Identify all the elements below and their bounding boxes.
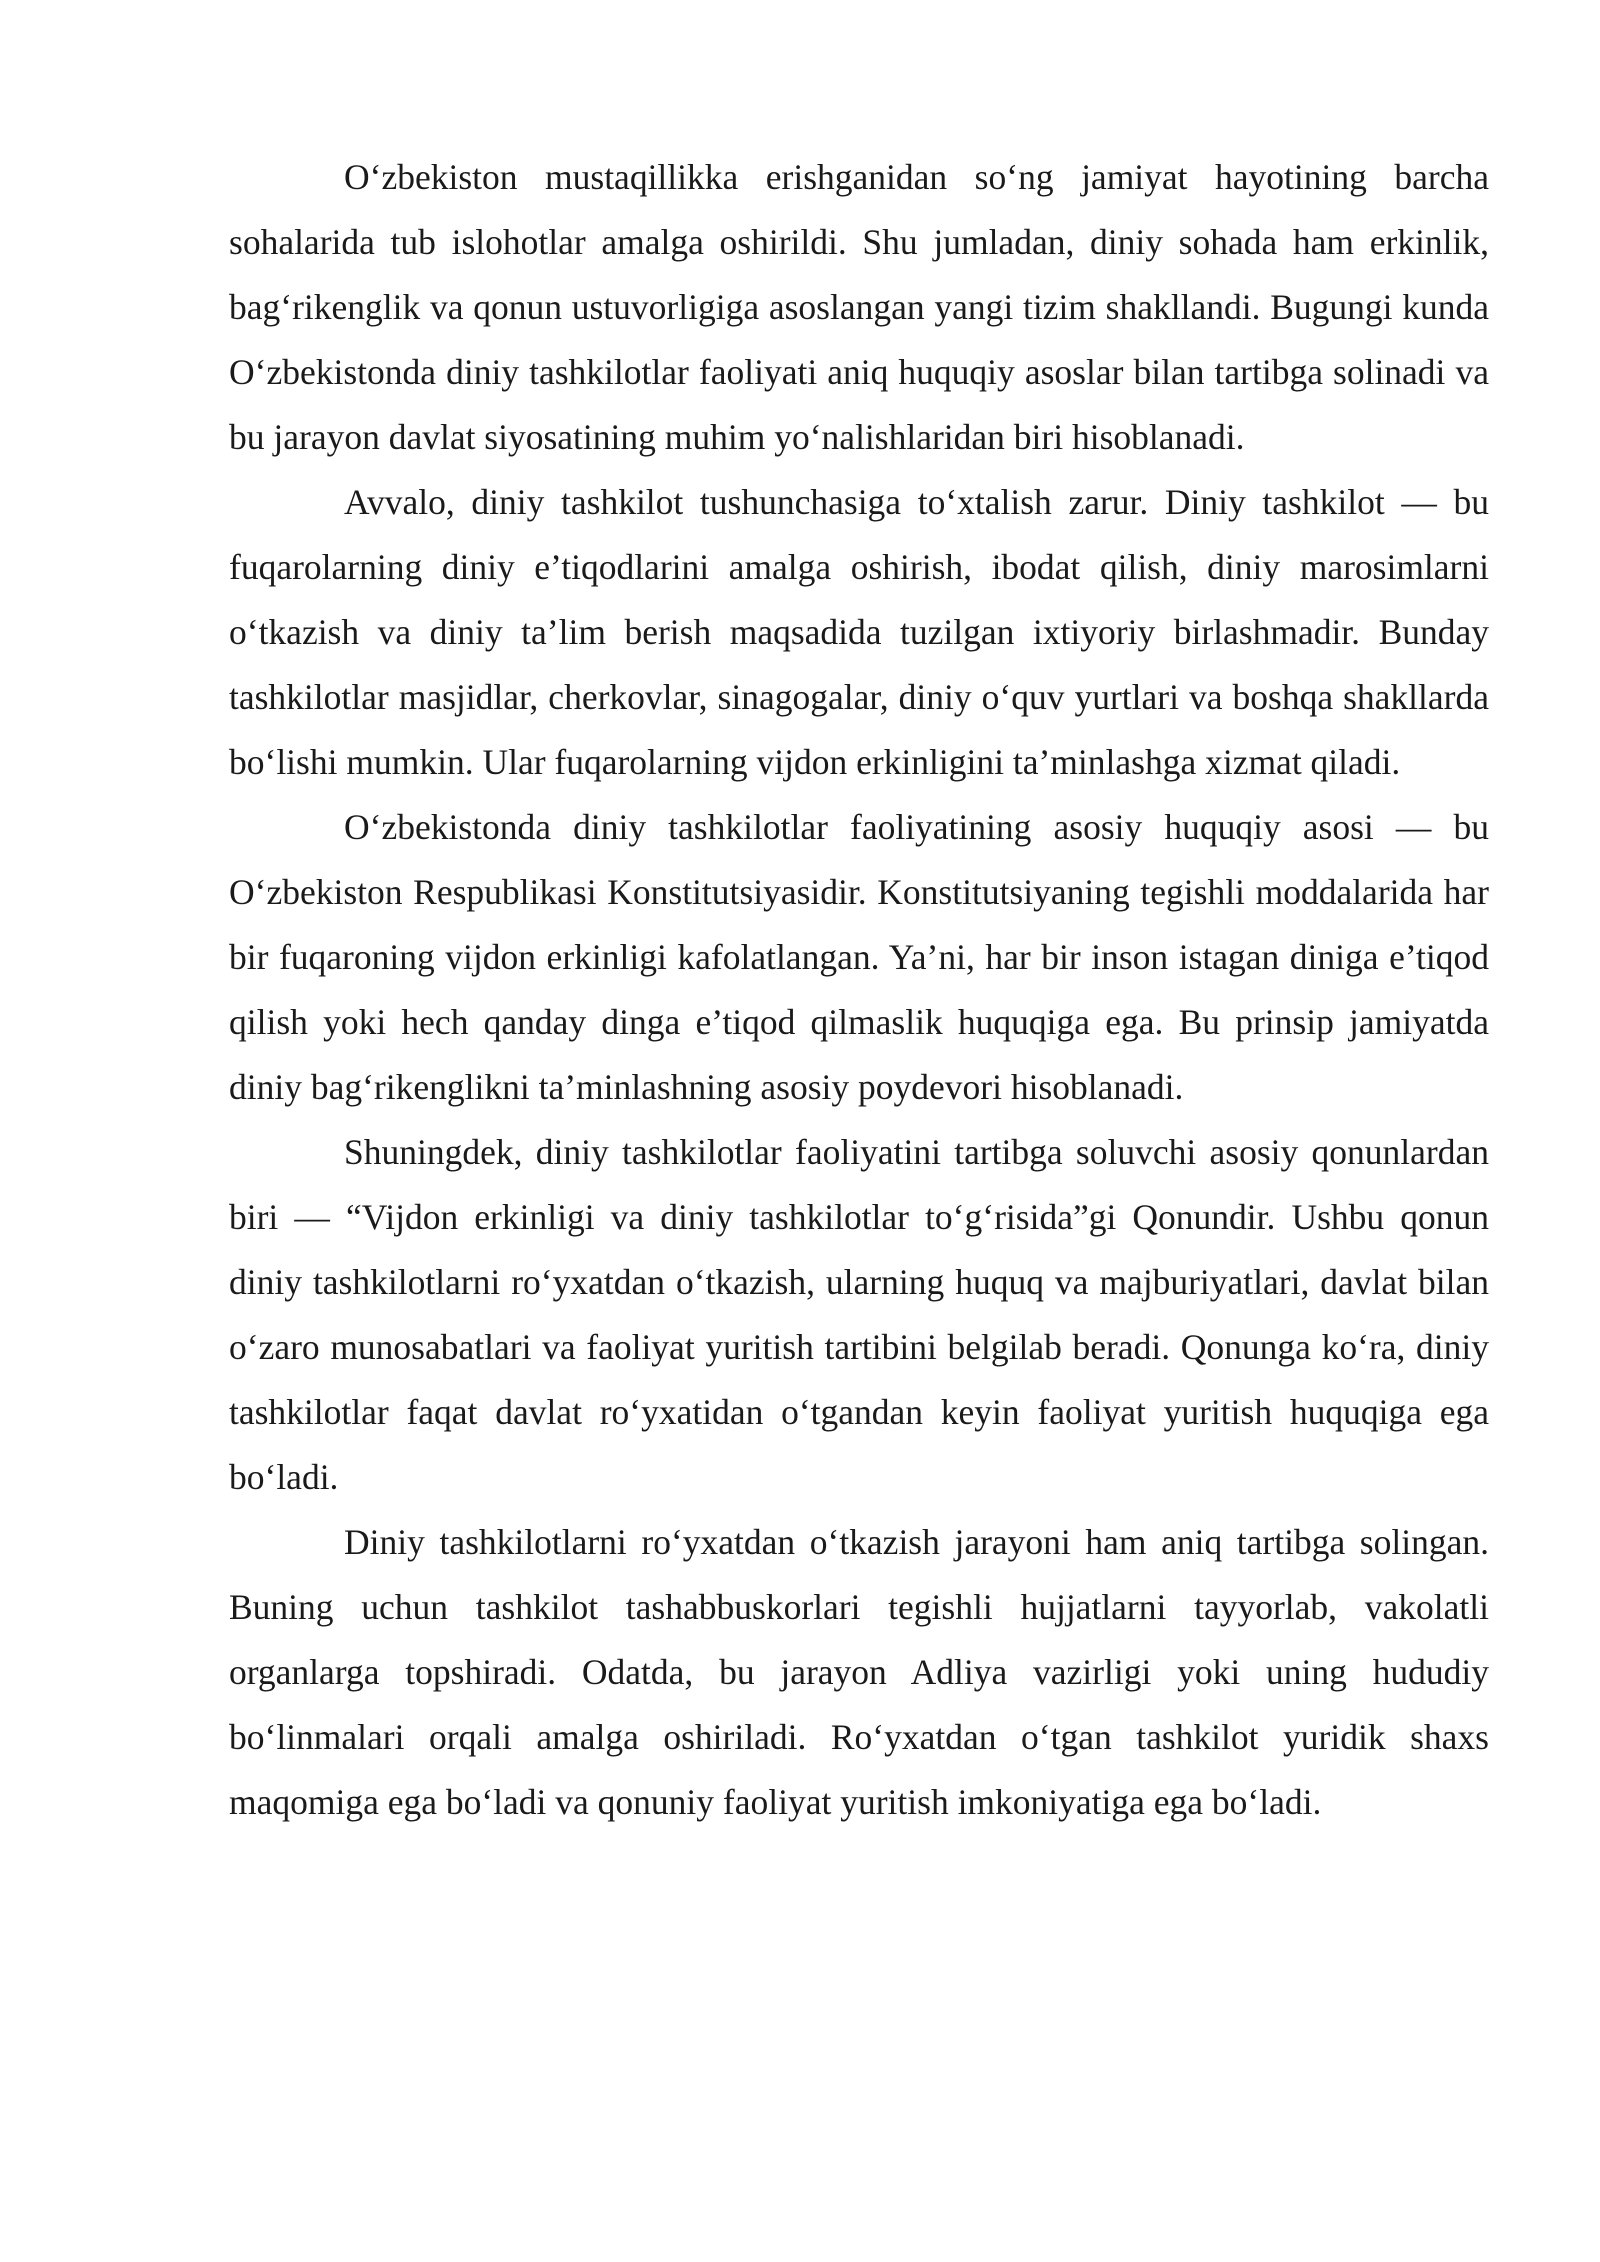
paragraph-3: O‘zbekistonda diniy tashkilotlar faoliyatining asosiy huquqiy asosi — bu O‘zbekiston Respublikasi Konstitutsiyasidir. Konstitutsiyaning tegishli moddalarida har bir fuqaroning vijdon erkinligi kafolatlangan. Ya’ni, har bir inson istagan diniga e’tiqod qilish yoki hech qanday dinga e’tiqod qilmaslik huquqiga ega. Bu prinsip jamiyatda diniy bag‘rikenglikni ta’minlashning asosiy poydevori hisoblanadi. — [229, 807, 1489, 1107]
document-body — [229, 145, 1489, 1835]
paragraph-2: Avvalo, diniy tashkilot tushunchasiga to‘xtalish zarur. Diniy tashkilot — bu fuqarolarning diniy e’tiqodlarini amalga oshirish, ibodat qilish, diniy marosimlarni o‘tkazish va diniy ta’lim berish maqsadida tuzilgan ixtiyoriy birlashmadir. Bunday tashkilotlar masjidlar, cherkovlar, sinagogalar, diniy o‘quv yurtlari va boshqa shakllarda bo‘lishi mumkin. Ular fuqarolarning vijdon erkinligini ta’minlashga xizmat qiladi. — [229, 482, 1489, 782]
paragraph-4: Shuningdek, diniy tashkilotlar faoliyatini tartibga soluvchi asosiy qonunlardan biri — “Vijdon erkinligi va diniy tashkilotlar to‘g‘risida”gi Qonundir. Ushbu qonun diniy tashkilotlarni ro‘yxatdan o‘tkazish, ularning huquq va majburiyatlari, davlat bilan o‘zaro munosabatlari va faoliyat yuritish tartibini belgilab beradi. Qonunga ko‘ra, diniy tashkilotlar faqat davlat ro‘yxatidan o‘tgandan keyin faoliyat yuritish huquqiga ega bo‘ladi. — [229, 1132, 1489, 1497]
paragraph-1: O‘zbekiston mustaqillikka erishganidan so‘ng jamiyat hayotining barcha sohalarida tub islohotlar amalga oshirildi. Shu jumladan, diniy sohada ham erkinlik, bag‘rikenglik va qonun ustuvorligiga asoslangan yangi tizim shakllandi. Bugungi kunda O‘zbekistonda diniy tashkilotlar faoliyati aniq huquqiy asoslar bilan tartibga solinadi va bu jarayon davlat siyosatining muhim yo‘nalishlaridan biri hisoblanadi. — [229, 157, 1489, 457]
paragraph-5: Diniy tashkilotlarni ro‘yxatdan o‘tkazish jarayoni ham aniq tartibga solingan. Buning uchun tashkilot tashabbuskorlari tegishli hujjatlarni tayyorlab, vakolatli organlarga topshiradi. Odatda, bu jarayon Adliya vazirligi yoki uning hududiy bo‘linmalari orqali amalga oshiriladi. Ro‘yxatdan o‘tgan tashkilot yuridik shaxs maqomiga ega bo‘ladi va qonuniy faoliyat yuritish imkoniyatiga ega bo‘ladi. — [229, 1522, 1489, 1822]
